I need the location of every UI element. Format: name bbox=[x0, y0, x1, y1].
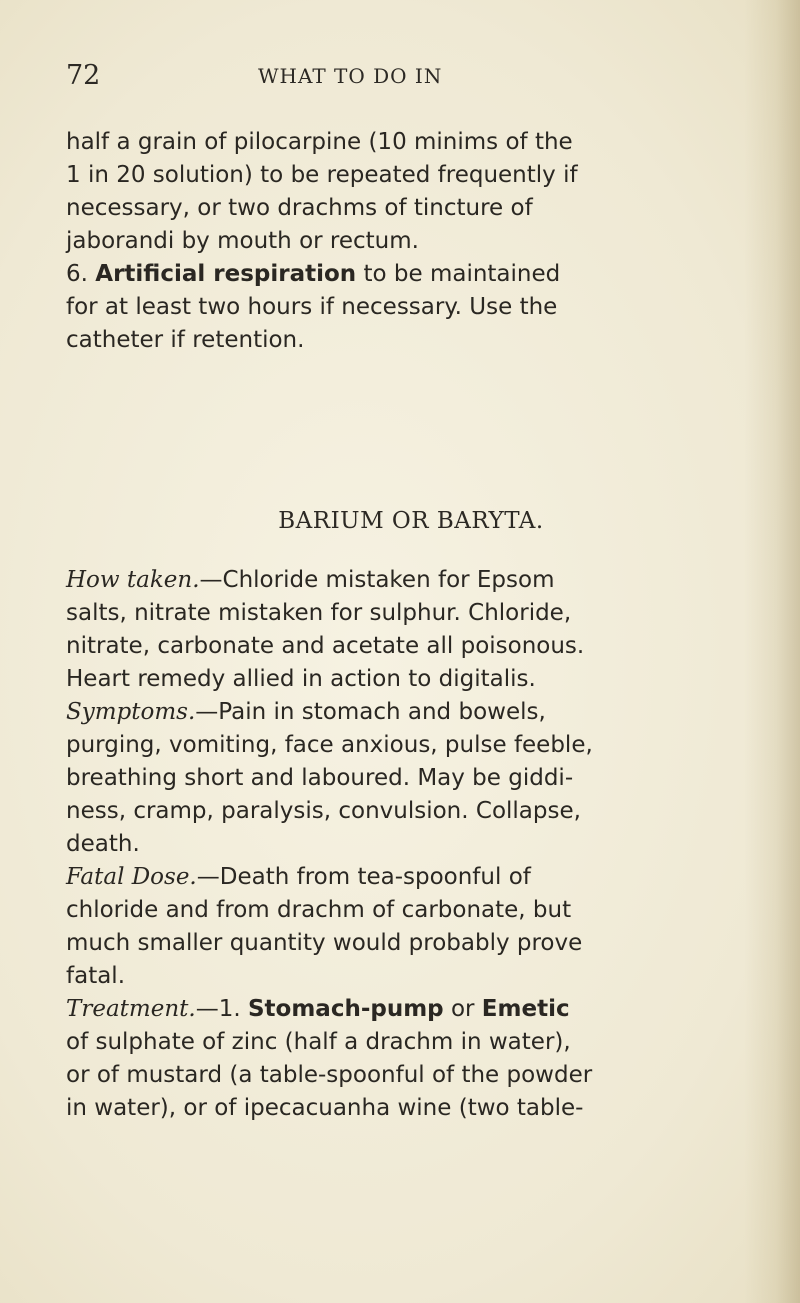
text-line bbox=[66, 927, 756, 960]
how-taken-line-4: Heart remedy allied in action to digitalis. bbox=[66, 666, 536, 692]
text-line bbox=[66, 291, 756, 324]
text-line-6: for at least two hours if necessary. Use the bbox=[66, 294, 558, 320]
dash: — bbox=[199, 567, 223, 593]
text-line bbox=[66, 1026, 756, 1059]
fatal-dose-line-4: fatal. bbox=[66, 963, 126, 989]
how-taken-line bbox=[66, 564, 756, 597]
text-line-4: jaborandi by mouth or rectum. bbox=[66, 228, 419, 254]
symptoms-line-5: death. bbox=[66, 831, 140, 857]
text-line-3: necessary, or two drachms of tincture of bbox=[66, 195, 533, 221]
running-head: WHAT TO DO IN bbox=[258, 64, 443, 88]
dash: — bbox=[196, 864, 220, 890]
text-line bbox=[66, 795, 756, 828]
text-line-1: half a grain of pilocarpine (10 minims of the bbox=[66, 129, 573, 155]
fatal-dose-text: Death from tea-spoonful of bbox=[219, 864, 531, 890]
item-number: 6. bbox=[66, 261, 88, 287]
section-heading: BARIUM OR BARYTA. bbox=[278, 508, 544, 534]
how-taken-line-3: nitrate, carbonate and acetate all poisonous. bbox=[66, 633, 585, 659]
text-line bbox=[66, 762, 756, 795]
page-number: 72 bbox=[66, 60, 101, 91]
symptoms-line-2: purging, vomiting, face anxious, pulse feeble, bbox=[66, 732, 593, 758]
emetic-term: Emetic bbox=[481, 996, 570, 1022]
dash: — bbox=[195, 996, 219, 1022]
text-line-7: catheter if retention. bbox=[66, 327, 305, 353]
symptoms-line bbox=[66, 696, 756, 729]
symptoms-line-4: ness, cramp, paralysis, convulsion. Collapse, bbox=[66, 798, 581, 824]
dash: — bbox=[195, 699, 219, 725]
text-line bbox=[66, 828, 756, 861]
text-line bbox=[66, 225, 756, 258]
treatment-line-2: of sulphate of zinc (half a drachm in water), bbox=[66, 1029, 571, 1055]
continued-text bbox=[66, 126, 756, 357]
fatal-dose-label: Fatal Dose. bbox=[66, 864, 197, 890]
treatment-label: Treatment. bbox=[66, 996, 196, 1022]
text-line bbox=[66, 1059, 756, 1092]
treatment-line-3: or of mustard (a table-spoonful of the powder bbox=[66, 1062, 593, 1088]
symptoms-label: Symptoms. bbox=[66, 699, 196, 725]
text-line bbox=[66, 324, 756, 357]
text-line bbox=[66, 597, 756, 630]
text-line bbox=[66, 894, 756, 927]
treatment-line bbox=[66, 993, 756, 1026]
symptoms-text: Pain in stomach and bowels, bbox=[218, 699, 546, 725]
numbered-item-6 bbox=[66, 258, 756, 291]
section-body bbox=[66, 564, 756, 1125]
text-line bbox=[66, 126, 756, 159]
treatment-line-4: in water), or of ipecacuanha wine (two table- bbox=[66, 1095, 584, 1121]
or-word: or bbox=[443, 996, 482, 1022]
fatal-dose-line bbox=[66, 861, 756, 894]
text-line bbox=[66, 192, 756, 225]
symptoms-line-3: breathing short and laboured. May be giddi- bbox=[66, 765, 574, 791]
text-line bbox=[66, 729, 756, 762]
text-line bbox=[66, 630, 756, 663]
item-rest: to be maintained bbox=[356, 261, 561, 287]
item-bold-term: Artificial respiration bbox=[95, 261, 357, 287]
how-taken-line-2: salts, nitrate mistaken for sulphur. Chloride, bbox=[66, 600, 572, 626]
text-line bbox=[66, 159, 756, 192]
fatal-dose-line-2: chloride and from drachm of carbonate, but bbox=[66, 897, 572, 923]
text-line-2: 1 in 20 solution) to be repeated frequently if bbox=[66, 162, 578, 188]
stomach-pump-term: Stomach-pump bbox=[247, 996, 444, 1022]
text-line bbox=[66, 663, 756, 696]
fatal-dose-line-3: much smaller quantity would probably prove bbox=[66, 930, 583, 956]
how-taken-label: How taken. bbox=[66, 567, 200, 593]
page-header bbox=[66, 60, 756, 96]
how-taken-text: Chloride mistaken for Epsom bbox=[222, 567, 555, 593]
treatment-number: 1. bbox=[218, 996, 241, 1022]
text-line bbox=[66, 1092, 756, 1125]
text-line bbox=[66, 960, 756, 993]
